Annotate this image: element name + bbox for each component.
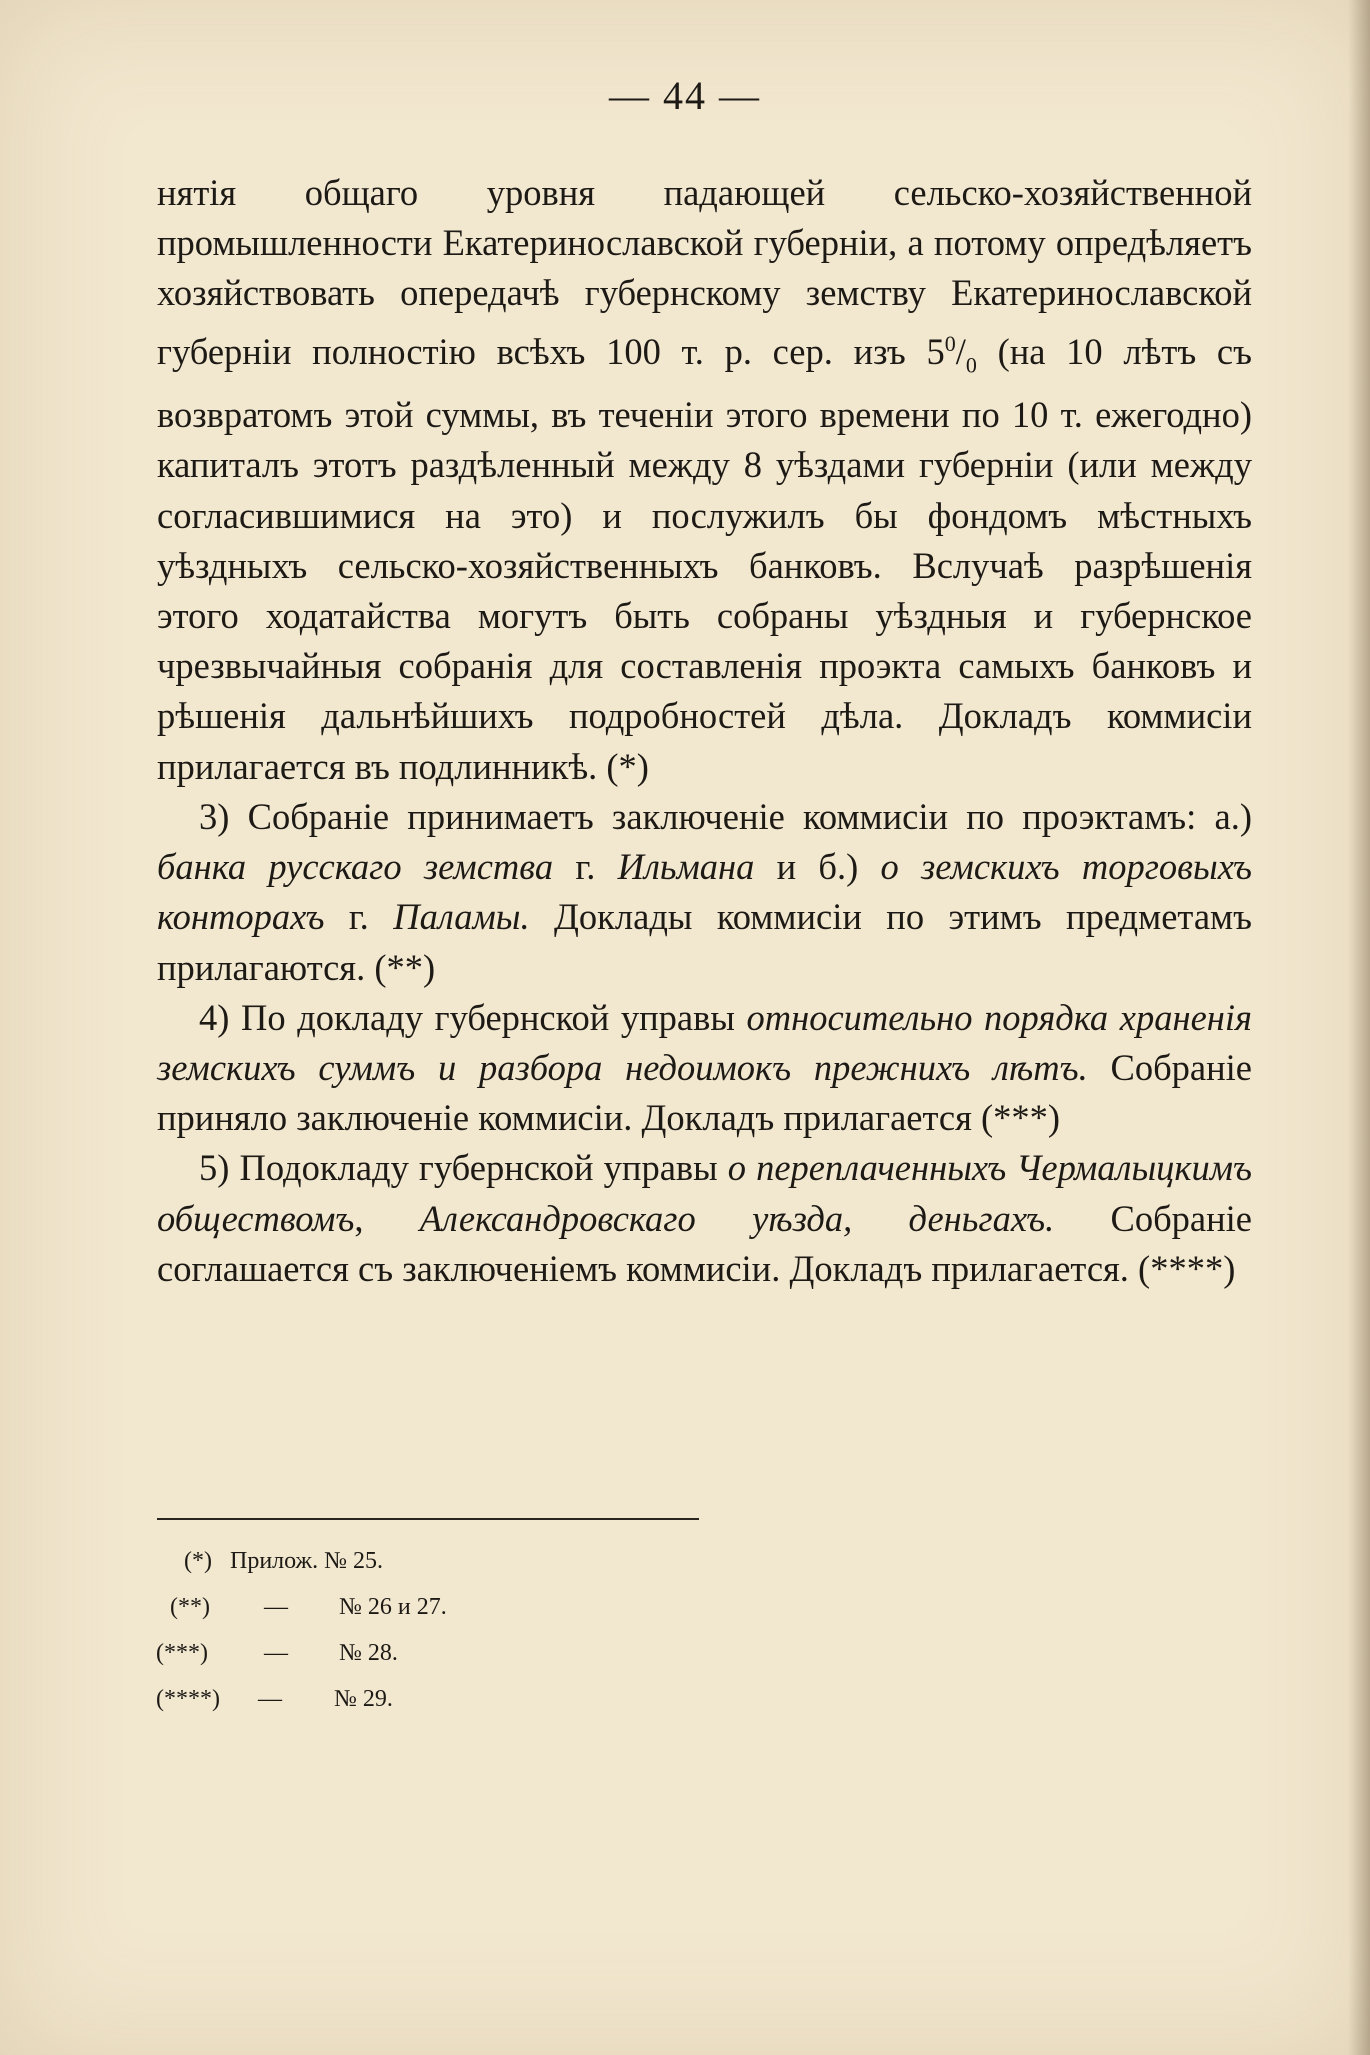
italic-author-ilman: Ильмана xyxy=(617,846,755,888)
italic-report-subject: относительно порядка храненія земскихъ суммъ и разбора недоимокъ прежнихъ лѣтъ. xyxy=(157,996,1252,1088)
footnote-dash: — xyxy=(264,1594,288,1620)
footnote-ref: Прилож. № 25. xyxy=(230,1548,384,1574)
footnote-dash: — xyxy=(264,1640,288,1666)
paragraph-4 xyxy=(157,993,1252,1144)
footnote-mark: (*) xyxy=(184,1548,212,1574)
footnote-mark: (**) xyxy=(170,1594,210,1620)
italic-bank-title: банка русскаго земства xyxy=(157,846,554,888)
footnote-dash: — xyxy=(258,1686,282,1712)
main-text xyxy=(157,168,1252,1294)
italic-overpaid-subject: о переплаченныхъ Чермалыцкимъ обществомъ xyxy=(157,1147,1252,1239)
paragraph-3 xyxy=(157,792,1252,993)
item-number-4: 4) xyxy=(199,996,230,1038)
italic-district-name: Александровскаго уѣзда, деньгахъ. xyxy=(419,1197,1055,1239)
footnote-num: № 26 и 27. xyxy=(339,1594,447,1620)
italic-author-palamy: Паламы. xyxy=(393,896,530,938)
paragraph-3-text: Доклады коммисіи по этимъ предметамъ прилагаются. (**) xyxy=(157,896,1252,988)
page-number: — 44 — xyxy=(609,73,761,118)
paragraph-5 xyxy=(157,1143,1252,1294)
paragraph-1-text-b: (на 10 лѣтъ съ возвратомъ этой суммы, въ теченіи этого времени по 10 т. ежегодно) капиталъ этотъ раздѣленный между 8 уѣздами губерніи (или между согласившимися на это) и послужилъ бы фондомъ мѣстныхъ уѣздныхъ сельско-хозяйственныхъ банковъ. Вслучаѣ разрѣшенія этого ходатайства могутъ быть собраны уѣздныя и губернское чрезвычайныя собранія для составленія проэкта самыхъ банковъ и рѣшенія дальнѣйшихъ подробностей дѣла. Докладъ коммисіи прилагается въ подлинникѣ. (*) xyxy=(157,330,1252,787)
footnote-mark: (****) xyxy=(156,1686,220,1712)
percent-sub: 0 xyxy=(965,352,977,378)
paragraph-3-text: г. xyxy=(553,846,618,888)
percent-slash: / xyxy=(955,330,966,372)
footnote-mark: (***) xyxy=(156,1640,208,1666)
percent-sup: 0 xyxy=(944,330,956,356)
paragraph-4-text: Собраніе приняло заключеніе коммисіи. Докладъ прилагается (***) xyxy=(157,1046,1252,1139)
italic-offices-title: о земскихъ торговыхъ конторахъ xyxy=(157,846,1252,938)
page-edge-shadow xyxy=(1348,0,1370,2055)
paragraph-3-text: и б.) xyxy=(754,846,881,888)
item-number-5: 5) xyxy=(199,1147,230,1189)
paragraph-4-text: По докладу губернской управы xyxy=(229,996,747,1038)
footnote-num: № 29. xyxy=(334,1686,393,1712)
paragraph-3-text: Собраніе принимаетъ заключеніе коммисіи по проэктамъ: а.) xyxy=(229,795,1252,837)
footnote-divider xyxy=(157,1518,699,1520)
paragraph-5-text: Подокладу губернской управы xyxy=(229,1147,728,1189)
paragraph-5-text: , xyxy=(354,1197,420,1239)
paragraph-5-text: Собраніе соглашается съ заключеніемъ коммисіи. Докладъ прилагается. (****) xyxy=(157,1197,1253,1289)
paragraph-1-text-a: нятія общаго уровня падающей сельско-хозяйственной промышленности Екатеринославской губерніи, а потому опредѣляетъ хозяйствовать опередачѣ губернскому земству Екатеринославской губерніи полностію всѣхъ 100 т. р. сер. изъ 5 xyxy=(157,172,1252,372)
footnote-num: № 28. xyxy=(339,1640,398,1666)
item-number-3: 3) xyxy=(199,795,230,837)
paragraph-3-text: г. xyxy=(324,896,394,938)
paragraph-1 xyxy=(157,168,1252,792)
